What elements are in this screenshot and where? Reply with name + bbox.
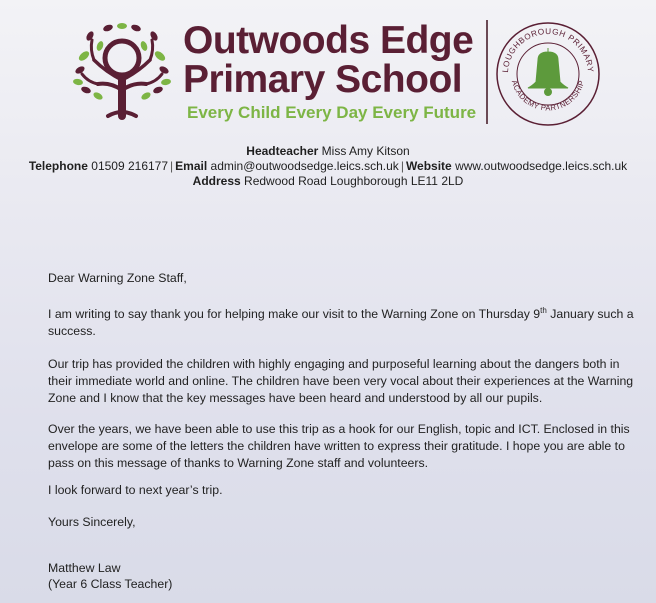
paragraph-1-text: I am writing to say thank you for helping make our visit to the Warning Zone on Thursday 9 bbox=[48, 307, 541, 321]
email-label: Email bbox=[175, 159, 208, 173]
website-value: www.outwoodsedge.leics.sch.uk bbox=[455, 159, 628, 173]
separator: | bbox=[170, 159, 174, 173]
school-tagline: Every Child Every Day Every Future bbox=[187, 103, 477, 122]
date-suffix: th bbox=[540, 305, 547, 315]
closing: Yours Sincerely, bbox=[48, 515, 136, 529]
svg-text:ACADEMY PARTNERSHIP: ACADEMY PARTNERSHIP bbox=[509, 79, 587, 113]
telephone-value: 01509 216177 bbox=[91, 159, 169, 173]
headteacher-label: Headteacher bbox=[246, 144, 319, 158]
contact-line bbox=[0, 159, 656, 173]
svg-text:LOUGHBOROUGH PRIMARY: LOUGHBOROUGH PRIMARY bbox=[500, 26, 596, 73]
bell-seal-icon bbox=[494, 20, 602, 128]
telephone-label: Telephone bbox=[28, 159, 88, 173]
letterhead-divider bbox=[486, 20, 488, 124]
email-value: admin@outwoodsedge.leics.sch.uk bbox=[210, 159, 399, 173]
paragraph-4: I look forward to next year’s trip. bbox=[48, 483, 223, 497]
separator: | bbox=[400, 159, 404, 173]
paragraph-2: Our trip has provided the children with highly engaging and purposeful learning about the dangers both in their immediate world and online. The children have been very vocal about their experiences at the Warning Zone and I know that the key messages have been heard and understood by all our pupils. bbox=[48, 357, 634, 405]
paragraph-3: Over the years, we have been able to use this trip as a hook for our English, topic and ICT. Enclosed in this envelope are some of the letters the children have written to express their gratitude. I hope you are able to pass on this message of thanks to Warning Zone staff and volunteers. bbox=[48, 422, 630, 470]
headteacher-line bbox=[0, 144, 656, 158]
address-value: Redwood Road Loughborough LE11 2LD bbox=[244, 174, 464, 188]
address-line bbox=[0, 174, 656, 188]
letterhead bbox=[0, 0, 656, 190]
salutation: Dear Warning Zone Staff, bbox=[48, 271, 187, 285]
paragraph-1 bbox=[48, 306, 638, 340]
paragraph-1-text-end: January such a success. bbox=[48, 307, 634, 338]
signatory-name: Matthew Law bbox=[48, 561, 121, 575]
school-name-line2: Primary School bbox=[183, 58, 463, 101]
headteacher-name: Miss Amy Kitson bbox=[321, 144, 410, 158]
school-name-line1: Outwoods Edge bbox=[183, 19, 474, 62]
website-label: Website bbox=[405, 159, 452, 173]
signatory-role: (Year 6 Class Teacher) bbox=[48, 577, 173, 591]
address-label: Address bbox=[192, 174, 241, 188]
tree-logo-icon bbox=[70, 20, 174, 124]
